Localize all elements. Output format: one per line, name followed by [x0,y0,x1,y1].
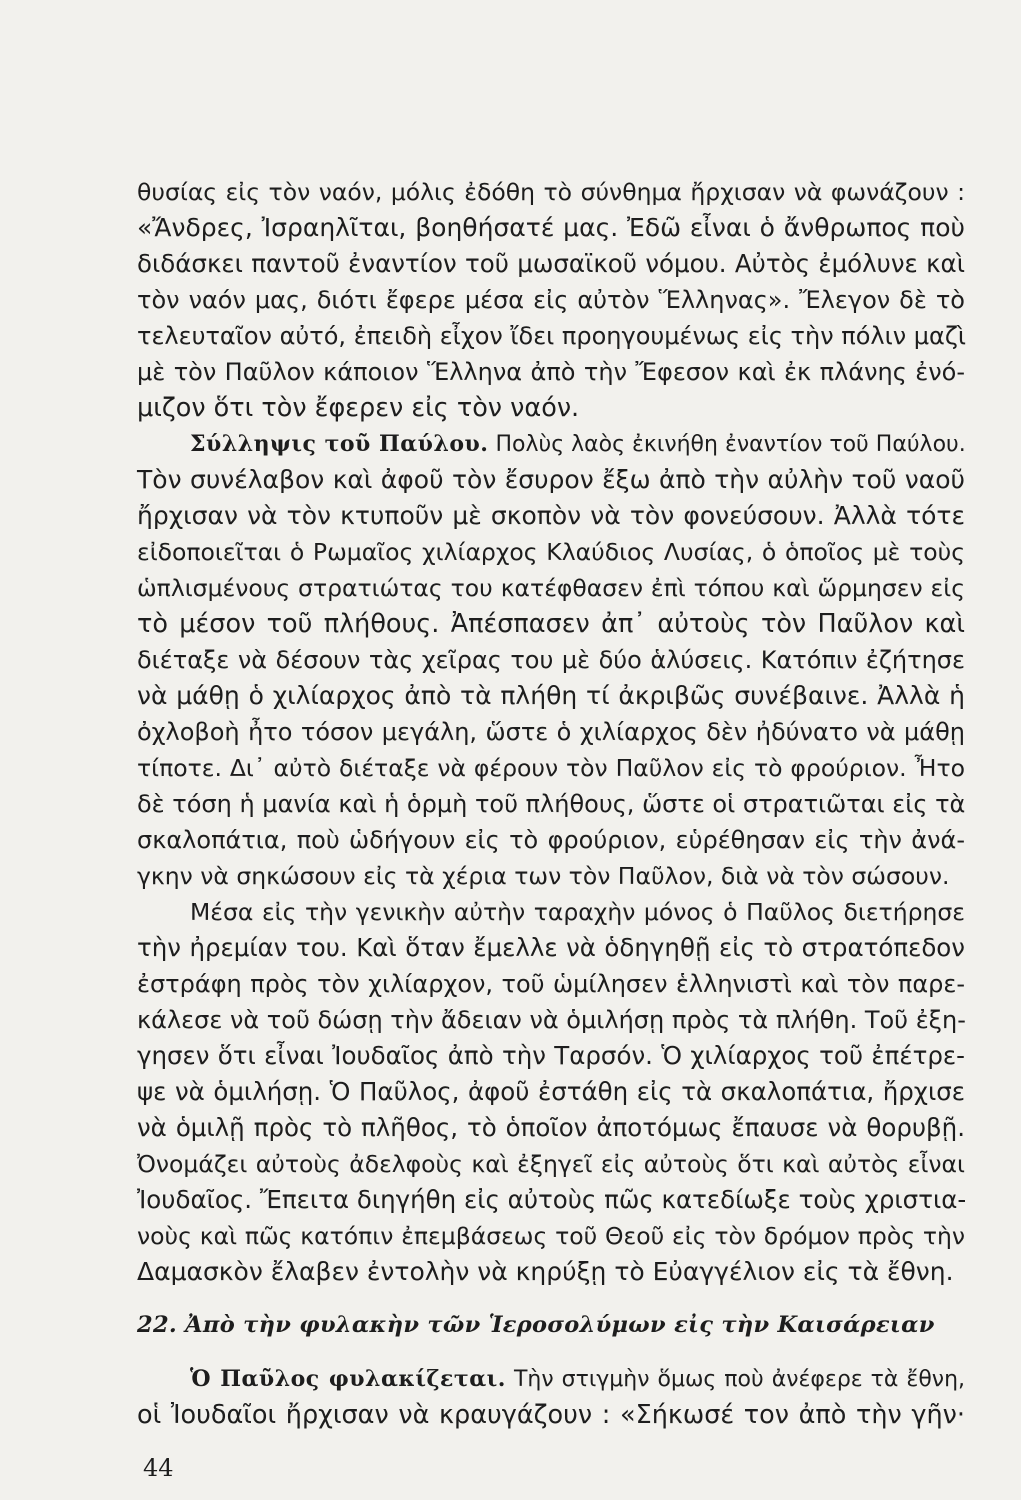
text-line: Δαμασκὸν ἔλαβεν ἐντολὴν νὰ κηρύξῃ τὸ Εὐαγγέλιον εἰς τὰ ἔθνη. [137,1257,954,1286]
text-line: ψε νὰ ὁμιλήσῃ. Ὁ Παῦλος, ἀφοῦ ἐστάθη εἰς τὰ σκαλοπάτια, ἤρχισε [137,1077,965,1106]
text-line: Μέσα εἰς τὴν γενικὴν αὐτὴν ταραχὴν μόνος ὁ Παῦλος διετήρησε [190,898,965,926]
text-line: τελευταῖον αὐτό, ἐπειδὴ εἶχον ἴδει προηγουμένως εἰς τὴν πόλιν μαζὶ [137,322,967,350]
text-line: μιζον ὅτι τὸν ἔφερεν εἰς τὸν ναόν. [137,393,580,423]
text-line: Ὀνομάζει αὐτοὺς ἀδελφοὺς καὶ ἐξηγεῖ εἰς αὐτοὺς ὅτι καὶ αὐτὸς εἶναι [137,1150,965,1178]
text-line: δὲ τόση ἡ μανία καὶ ἡ ὁρμὴ τοῦ πλήθους, ὥστε οἱ στρατιῶται εἰς τὰ [137,790,966,818]
text-line: γησεν ὅτι εἶναι Ἰουδαῖος ἀπὸ τὴν Ταρσόν. Ὁ χιλίαρχος τοῦ ἐπέτρε- [137,1041,965,1070]
text-run: Τὴν στιγμὴν ὅμως ποὺ ἀνέφερε τὰ ἔθνη, [505,1367,966,1392]
text-line: κάλεσε νὰ τοῦ δώσῃ τὴν ἄδειαν νὰ ὁμιλήσῃ πρὸς τὰ πλήθη. Τοῦ ἐξη- [137,1006,966,1034]
text-line: νὰ μάθῃ ὁ χιλίαρχος ἀπὸ τὰ πλήθη τί ἀκριβῶς συνέβαινε. Ἀλλὰ ἡ [137,681,965,710]
text-line: τίποτε. Δι᾽ αὐτὸ διέταξε νὰ φέρουν τὸν Παῦλον εἰς τὸ φρούριον. Ἦτο [137,754,965,782]
text-line: τὸ μέσον τοῦ πλήθους. Ἀπέσπασεν ἀπ᾽ αὐτοὺς τὸν Παῦλον καὶ [137,609,965,639]
page-number: 44 [143,1454,174,1482]
paragraph-first-line [190,1361,965,1398]
text-line: θυσίας εἰς τὸν ναόν, μόλις ἐδόθη τὸ σύνθημα ἤρχισαν νὰ φωνάζουν : [137,178,965,206]
paragraph-first-line [190,426,965,463]
text-line: μὲ τὸν Παῦλον κάποιον Ἕλληνα ἀπὸ τὴν Ἔφεσον καὶ ἐκ πλάνης ἐνό- [137,358,965,386]
text-line: διέταξε νὰ δέσουν τὰς χεῖρας του μὲ δύο ἁλύσεις. Κατόπιν ἐζήτησε [137,646,965,674]
text-line: γκην νὰ σηκώσουν εἰς τὰ χέρια των τὸν Παῦλον, διὰ νὰ τὸν σώσουν. [137,862,950,890]
text-line: διδάσκει παντοῦ ἐναντίον τοῦ μωσαϊκοῦ νόμου. Αὐτὸς ἐμόλυνε καὶ [137,249,965,278]
text-line: ὡπλισμένους στρατιώτας του κατέφθασεν ἐπὶ τόπου καὶ ὥρμησεν εἰς [137,574,965,602]
text-line: σκαλοπάτια, ποὺ ὡδήγουν εἰς τὸ φρούριον, εὑρέθησαν εἰς τὴν ἀνά- [137,826,965,854]
section-heading: 22. Ἀπὸ τὴν φυλακὴν τῶν Ἱεροσολύμων εἰς τὴν Καισάρειαν [137,1312,935,1338]
text-line: Ἰουδαῖος. Ἔπειτα διηγήθη εἰς αὐτοὺς πῶς κατεδίωξε τοὺς χριστια- [137,1185,967,1214]
text-line: Τὸν συνέλαβον καὶ ἀφοῦ τὸν ἔσυρον ἔξω ἀπὸ τὴν αὐλὴν τοῦ ναοῦ [137,465,965,494]
text-line: νοὺς καὶ πῶς κατόπιν ἐπεμβάσεως τοῦ Θεοῦ εἰς τὸν δρόμον πρὸς τὴν [137,1222,965,1250]
text-line: ὀχλοβοὴ ἦτο τόσον μεγάλη, ὥστε ὁ χιλίαρχος δὲν ἠδύνατο νὰ μάθῃ [137,718,965,746]
text-line: τὴν ἠρεμίαν του. Καὶ ὅταν ἔμελλε νὰ ὁδηγηθῇ εἰς τὸ στρατόπεδον [137,933,965,962]
text-line: τὸν ναόν μας, διότι ἔφερε μέσα εἰς αὐτὸν Ἕλληνας». Ἔλεγον δὲ τὸ [137,286,965,314]
text-line: ἤρχισαν νὰ τὸν κτυποῦν μὲ σκοπὸν νὰ τὸν φονεύσουν. Ἀλλὰ τότε [137,501,965,530]
text-line: οἱ Ἰουδαῖοι ἤρχισαν νὰ κραυγάζουν : «Σήκωσέ τον ἀπὸ τὴν γῆν· [137,1400,965,1430]
text-line: εἰδοποιεῖται ὁ Ρωμαῖος χιλίαρχος Κλαύδιος Λυσίας, ὁ ὁποῖος μὲ τοὺς [137,538,965,566]
text-line: νὰ ὁμιλῇ πρὸς τὸ πλῆθος, τὸ ὁποῖον ἀποτόμως ἔπαυσε νὰ θορυβῇ. [137,1113,965,1142]
run-in-heading: Ὁ Παῦλος φυλακίζεται. [190,1366,506,1392]
text-line: ἐστράφη πρὸς τὸν χιλίαρχον, τοῦ ὡμίλησεν ἑλληνιστὶ καὶ τὸν παρε- [137,970,965,998]
text-line: «Ἄνδρες, Ἰσραηλῖται, βοηθήσατέ μας. Ἐδῶ εἶναι ὁ ἄνθρωπος ποὺ [137,213,965,242]
text-run: Πολὺς λαὸς ἐκινήθη ἐναντίον τοῦ Παύλου. [488,432,966,457]
run-in-heading: Σύλληψις τοῦ Παύλου. [190,431,489,457]
